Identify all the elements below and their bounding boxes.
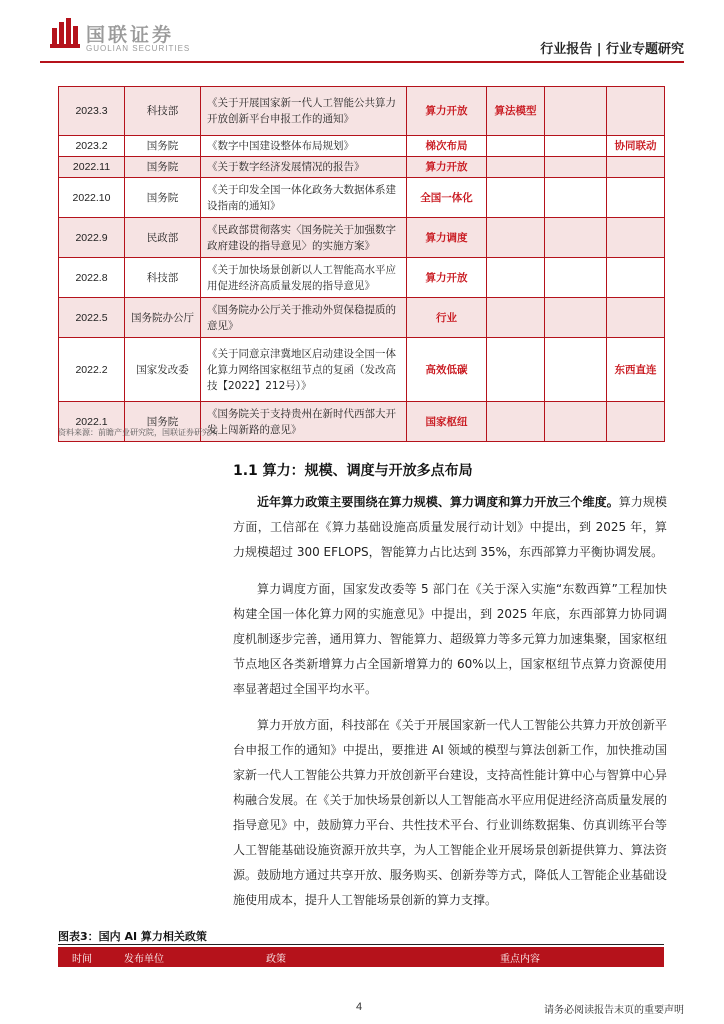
table-row	[59, 258, 665, 298]
paragraph-text: 算力规模方面，工信部在《算力基础设施高质量发展行动计划》中提出，到 2025 年，算力规模超过 300 EFLOPS，智能算力占比达到 35%，东西部算力平衡协调发展。	[233, 495, 667, 559]
cell-tag: 全国一体化	[407, 178, 487, 218]
table-row	[59, 136, 665, 157]
figure-title: 图表3：国内 AI 算力相关政策	[58, 930, 207, 943]
cell-tag	[607, 258, 665, 298]
cell-policy-title: 《关于印发全国一体化政务大数据体系建设指南的通知》	[201, 178, 407, 218]
cell-tag	[545, 258, 607, 298]
cell-tag: 算力开放	[407, 157, 487, 178]
cell-policy-title: 《关于加快场景创新以人工智能高水平应用促进经济高质量发展的指导意见》	[201, 258, 407, 298]
column-header-dept: 发布单位	[124, 954, 164, 965]
cell-dept: 科技部	[125, 258, 201, 298]
cell-tag	[487, 178, 545, 218]
cell-policy-title: 《数字中国建设整体布局规划》	[201, 136, 407, 157]
cell-tag: 算法模型	[487, 87, 545, 136]
cell-tag	[487, 298, 545, 338]
paragraph-lead: 近年算力政策主要围绕在算力规模、算力调度和算力开放三个维度。	[257, 495, 619, 509]
cell-tag	[545, 157, 607, 178]
page-number: 4	[356, 1001, 363, 1013]
cell-tag	[607, 157, 665, 178]
cell-policy-title: 《民政部贯彻落实〈国务院关于加强数字政府建设的指导意见〉的实施方案》	[201, 218, 407, 258]
cell-tag	[545, 402, 607, 442]
cell-dept: 国家发改委	[125, 338, 201, 402]
cell-tag: 算力调度	[407, 218, 487, 258]
cell-date: 2022.11	[59, 157, 125, 178]
table-row	[59, 87, 665, 136]
column-header-key-content: 重点内容	[500, 954, 540, 965]
cell-tag: 算力开放	[407, 258, 487, 298]
source-note: 资料来源：前瞻产业研究院，国联证券研究所	[58, 428, 218, 437]
cell-dept: 国务院	[125, 402, 201, 442]
cell-date: 2023.3	[59, 87, 125, 136]
cell-tag	[545, 136, 607, 157]
cell-tag: 高效低碳	[407, 338, 487, 402]
section-title: 1.1 算力：规模、调度与开放多点布局	[233, 463, 473, 479]
cell-tag	[487, 157, 545, 178]
cell-tag	[487, 402, 545, 442]
cell-tag	[487, 218, 545, 258]
cell-date: 2022.10	[59, 178, 125, 218]
cell-dept: 民政部	[125, 218, 201, 258]
report-type-label: 行业报告 | 行业专题研究	[540, 42, 684, 57]
cell-tag: 国家枢纽	[407, 402, 487, 442]
cell-date: 2023.2	[59, 136, 125, 157]
cell-tag	[545, 87, 607, 136]
cell-tag	[545, 298, 607, 338]
cell-date: 2022.5	[59, 298, 125, 338]
cell-policy-title: 《关于开展国家新一代人工智能公共算力开放创新平台申报工作的通知》	[201, 87, 407, 136]
cell-tag	[607, 218, 665, 258]
cell-tag	[487, 136, 545, 157]
cell-dept: 国务院	[125, 157, 201, 178]
cell-policy-title: 《国务院办公厅关于推动外贸保稳提质的意见》	[201, 298, 407, 338]
column-header-policy: 政策	[266, 954, 286, 965]
cell-tag	[487, 338, 545, 402]
policy-table	[58, 86, 665, 442]
cell-policy-title: 《关于同意京津冀地区启动建设全国一体化算力网络国家枢纽节点的复函（发改高技【2022】212号）》	[201, 338, 407, 402]
cell-policy-title: 《关于数字经济发展情况的报告》	[201, 157, 407, 178]
cell-dept: 国务院办公厅	[125, 298, 201, 338]
cell-date: 2022.2	[59, 338, 125, 402]
table-row	[59, 298, 665, 338]
cell-tag	[607, 298, 665, 338]
figure-title-rule	[58, 944, 664, 945]
cell-dept: 科技部	[125, 87, 201, 136]
table-row	[59, 178, 665, 218]
cell-tag: 东西直连	[607, 338, 665, 402]
cell-tag: 协同联动	[607, 136, 665, 157]
column-header-time: 时间	[72, 954, 92, 965]
table-row	[59, 218, 665, 258]
table-row	[59, 338, 665, 402]
cell-tag	[607, 87, 665, 136]
cell-tag: 行业	[407, 298, 487, 338]
cell-date: 2022.1	[59, 402, 125, 442]
cell-dept: 国务院	[125, 136, 201, 157]
cell-tag: 梯次布局	[407, 136, 487, 157]
page-header	[40, 18, 684, 58]
company-logo	[48, 18, 228, 58]
logo-text-cn: 国联证券	[86, 24, 175, 46]
cell-dept: 国务院	[125, 178, 201, 218]
cell-tag	[607, 178, 665, 218]
paragraph: 算力调度方面，国家发改委等 5 部门在《关于深入实施“东数西算”工程加快构建全国一体化算力网的实施意见》中提出，到 2025 年底，东西部算力协同调度机制逐步完善，通用算力、智能算力、超级算力等多元算力加速集聚，国家枢纽节点地区各类新增算力占全国新增算力的 60%以上，国家枢纽节点算力资源使用率显著超过全国平均水平。	[233, 582, 667, 696]
cell-tag: 算力开放	[407, 87, 487, 136]
cell-tag	[545, 338, 607, 402]
figure-table-header	[58, 947, 664, 967]
cell-policy-title: 《国务院关于支持贵州在新时代西部大开发上闯新路的意见》	[201, 402, 407, 442]
header-divider	[40, 61, 684, 63]
paragraph	[233, 490, 667, 565]
cell-date: 2022.9	[59, 218, 125, 258]
cell-tag	[545, 178, 607, 218]
cell-tag	[487, 258, 545, 298]
logo-text-en: GUOLIAN SECURITIES	[86, 44, 191, 53]
cell-tag	[545, 218, 607, 258]
cell-tag	[607, 402, 665, 442]
table-row	[59, 157, 665, 178]
paragraph: 算力开放方面，科技部在《关于开展国家新一代人工智能公共算力开放创新平台申报工作的通知》中提出，要推进 AI 领域的模型与算法创新工作，加快推动国家新一代人工智能公共算力开放创新平台建设，支持高性能计算中心与智算中心异构融合发展。在《关于加快场景创新以人工智能高水平应用促进经济高质量发展的指导意见》中，鼓励算力平台、共性技术平台、行业训练数据集、仿真训练平台等人工智能基础设施资源开放共享，为人工智能企业开展场景创新提供算力、算法资源。鼓励地方通过共享开放、服务购买、创新券等方式，降低人工智能企业基础设施使用成本，提升人工智能场景创新的算力支撑。	[233, 718, 667, 907]
disclaimer-note: 请务必阅读报告末页的重要声明	[544, 1005, 684, 1016]
logo-mark-icon	[48, 18, 82, 58]
cell-date: 2022.8	[59, 258, 125, 298]
